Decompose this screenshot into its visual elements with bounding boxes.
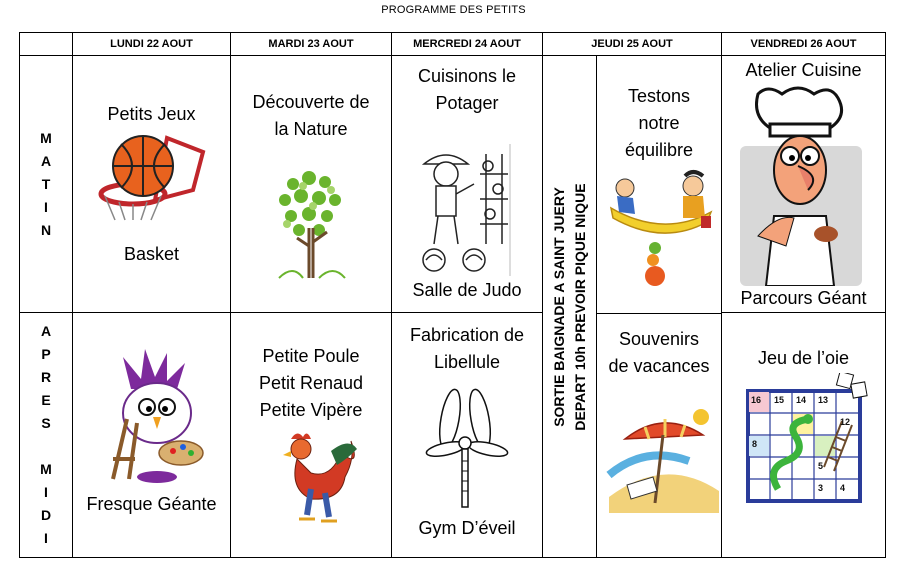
cell-friday-morning <box>722 56 886 313</box>
cell-friday-afternoon <box>722 313 886 558</box>
activity-title-line: Souvenirs <box>618 329 700 349</box>
afternoon-row <box>20 313 886 558</box>
outing-line-2: DEPART 10h PREVOIR PIQUE NIQUE <box>571 182 588 431</box>
day-header-tuesday: MARDI 23 AOUT <box>231 33 392 56</box>
afternoon-letter: E <box>41 392 51 408</box>
dragonfly-icon <box>422 387 512 511</box>
activity-title-line: Découverte de <box>252 92 370 112</box>
thursday-activities <box>597 56 721 557</box>
board-number: 4 <box>840 483 846 493</box>
outing-line-1: SORTIE BAIGNADE A SAINT JUERY <box>550 186 567 427</box>
board-game-icon <box>742 373 874 505</box>
day-header-wednesday: MERCREDI 24 AOUT <box>392 33 543 56</box>
cell-monday-morning <box>73 56 231 313</box>
document-title: PROGRAMME DES PETITS <box>381 4 526 16</box>
activity-title: Jeu de l’oie <box>757 348 850 368</box>
activity-title-line: Cuisinons le <box>417 66 517 86</box>
board-number: 12 <box>840 417 851 427</box>
morning-row <box>20 56 886 313</box>
cell-thursday-banner <box>543 56 722 558</box>
schedule-table <box>19 32 886 558</box>
gardener-icon <box>416 144 516 276</box>
morning-letter: N <box>40 221 52 238</box>
activity-subtitle: Fresque Géante <box>86 494 217 514</box>
seesaw-icon <box>603 168 718 288</box>
afternoon-letter: I <box>44 484 48 500</box>
afternoon-label <box>20 313 73 558</box>
thursday-banner-strip <box>543 56 597 557</box>
morning-letter: T <box>41 175 51 192</box>
cell-tuesday-morning <box>231 56 392 313</box>
afternoon-letter: D <box>40 507 52 523</box>
morning-label <box>20 56 73 313</box>
activity-subtitle: Salle de Judo <box>412 280 522 300</box>
activity-title-line: Testons <box>627 86 691 106</box>
corner-cell <box>20 33 73 56</box>
activity-title: Petits Jeux <box>107 104 196 124</box>
activity-title: Atelier Cuisine <box>745 60 862 80</box>
activity-title-line: Fabrication de <box>409 325 525 345</box>
afternoon-letter-gap <box>20 435 72 458</box>
chef-icon <box>738 86 864 286</box>
board-number: 13 <box>818 395 829 405</box>
activity-title-line: Petite Vipère <box>259 400 363 420</box>
day-header-friday: VENDREDI 26 AOUT <box>722 33 886 56</box>
rooster-icon <box>271 429 361 525</box>
cell-monday-afternoon <box>73 313 231 558</box>
afternoon-letter: M <box>40 461 52 477</box>
board-number: 5 <box>818 461 824 471</box>
board-number: 8 <box>752 439 758 449</box>
cell-wednesday-afternoon <box>392 313 543 558</box>
board-number: 14 <box>796 395 807 405</box>
activity-title-line: Petit Renaud <box>258 373 364 393</box>
activity-title-line: la Nature <box>274 119 348 139</box>
activity-title-line: de vacances <box>608 356 710 376</box>
activity-subtitle: Parcours Géant <box>740 288 867 308</box>
activity-subtitle: Basket <box>123 244 180 264</box>
activity-subtitle: Gym D’éveil <box>418 518 516 538</box>
cell-thursday-afternoon <box>597 313 721 557</box>
beach-umbrella-icon <box>605 405 720 513</box>
board-number: 3 <box>818 483 824 493</box>
cell-wednesday-morning <box>392 56 543 313</box>
painter-bird-icon <box>101 349 209 489</box>
activity-title-line: notre <box>638 113 680 133</box>
header-row <box>20 33 886 56</box>
afternoon-letter: R <box>40 369 52 385</box>
activity-title-line: Potager <box>435 93 499 113</box>
afternoon-letter: P <box>41 346 51 362</box>
board-number: 15 <box>774 395 785 405</box>
activity-title-line: Libellule <box>433 352 501 372</box>
cell-thursday-morning <box>597 56 721 314</box>
tree-icon <box>273 168 351 283</box>
morning-letter: A <box>40 152 52 169</box>
thursday-outing-text <box>549 107 591 507</box>
afternoon-letter: I <box>44 530 48 546</box>
afternoon-letter: A <box>40 323 52 339</box>
activity-title-line: équilibre <box>624 140 694 160</box>
day-header-monday: LUNDI 22 AOUT <box>73 33 231 56</box>
basketball-icon <box>95 130 210 222</box>
cell-tuesday-afternoon <box>231 313 392 558</box>
morning-letter: I <box>44 198 48 215</box>
board-number: 16 <box>751 395 762 405</box>
day-header-thursday: JEUDI 25 AOUT <box>543 33 722 56</box>
morning-letter: M <box>40 129 52 146</box>
afternoon-letter: S <box>41 415 51 431</box>
activity-title-line: Petite Poule <box>262 346 360 366</box>
